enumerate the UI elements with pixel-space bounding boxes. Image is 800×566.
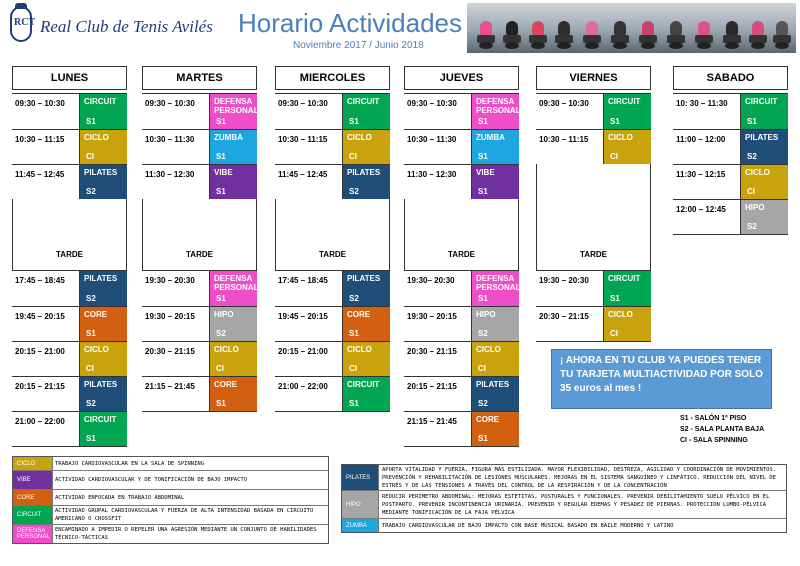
activity-cell	[741, 129, 788, 164]
activity-cell	[80, 270, 127, 306]
activity-room: S1	[216, 294, 226, 303]
time-slot: 09:30 – 10:30	[404, 93, 472, 129]
activity-cell	[604, 129, 651, 164]
activity-room: CI	[86, 152, 94, 161]
activity-cell	[80, 93, 127, 129]
legend-row	[342, 519, 786, 532]
activity-name: CICLO	[476, 345, 501, 354]
activity-name: CORE	[214, 380, 238, 389]
activity-cell	[472, 341, 519, 376]
legend-row	[13, 506, 328, 525]
time-slot: 11:30 – 12:15	[673, 164, 741, 199]
activity-cell	[80, 129, 127, 164]
activity-cell	[472, 164, 519, 199]
activity-cell	[472, 411, 519, 446]
activity-room: S2	[86, 399, 96, 408]
time-slot: 11:45 – 12:45	[12, 164, 80, 199]
activity-name: CIRCUIT	[745, 97, 778, 106]
afternoon-label: TARDE	[56, 250, 83, 259]
day-header: SABADO	[673, 66, 788, 90]
activity-cell	[604, 270, 651, 306]
legend-activity-description: ACTIVIDAD CARDIOVASCULAR Y DE TONIFICACIÓN DE BAJO IMPACTO	[55, 477, 248, 483]
time-slot: 20:30 – 21:15	[142, 341, 210, 376]
legend-activity-name: CIRCUIT	[13, 506, 53, 524]
activity-cell	[80, 411, 127, 446]
time-slot: 19:45 – 20:15	[12, 306, 80, 341]
time-slot: 20:15 – 21:15	[12, 376, 80, 411]
activity-room: CI	[86, 364, 94, 373]
activity-room: S1	[216, 152, 226, 161]
activity-name: ZUMBA	[476, 133, 505, 142]
activity-room: S1	[216, 399, 226, 408]
activity-cell	[210, 93, 257, 129]
bike-icon	[745, 21, 771, 49]
activity-room: S2	[349, 187, 359, 196]
afternoon-label: TARDE	[580, 250, 607, 259]
activity-cell	[210, 376, 257, 411]
activity-room: S1	[349, 399, 359, 408]
activity-room: S2	[86, 187, 96, 196]
rooms-legend	[680, 413, 764, 446]
activity-room: S1	[216, 117, 226, 126]
activity-room: S1	[86, 434, 96, 443]
legend-row	[13, 490, 328, 506]
activity-room: S1	[349, 117, 359, 126]
activity-cell	[343, 129, 390, 164]
activity-room: S2	[478, 399, 488, 408]
activity-room: CI	[349, 152, 357, 161]
time-slot: 17:45 – 18:45	[275, 270, 343, 306]
legend-activity-description: APORTA VITALIDAD Y FUERZA, FIGURA MÁS ESTILIZADA. MAYOR FLEXIBILIDAD, DESTREZA, AGILIDAD Y COORDINACIÓN DE MOVIMIENTOS. PREVENCIÓN Y REHABILITACIÓN DE LESIONES MUSCULARES. MEJORAS EN EL SISTEMA SANGUÍNEO Y LINFÁTICO. REDUCCIÓN DEL NIVEL DE ESTRÉS Y DE LAS TENSIONES A TRAVÉS DEL CONTROL DE LA RESPIRACIÓN Y DE LA CONCENTRACIÓN	[382, 466, 777, 489]
activity-name: ZUMBA	[214, 133, 243, 142]
time-slot: 19:30 – 20:15	[404, 306, 472, 341]
activity-room: S2	[216, 329, 226, 338]
time-slot: 11:30 – 12:30	[142, 164, 210, 199]
activity-room: CI	[216, 364, 224, 373]
page-title: Horario Actividades	[238, 8, 462, 38]
legend-activity-name: ZUMBA	[342, 519, 379, 532]
activity-cell	[80, 164, 127, 199]
time-slot: 10: 30 – 11:30	[673, 93, 741, 129]
legend-row	[13, 457, 328, 471]
activity-cell	[604, 306, 651, 341]
activity-cell	[472, 93, 519, 129]
legend-activity-description: TRABAJO CARDIOVASCULAR DE BAJO IMPACTO CON BASE MUSICAL BASADO EN BAILE MODERNO Y LATINO	[382, 522, 674, 529]
activity-name: CIRCUIT	[84, 415, 117, 424]
promo-text: ¡ AHORA EN TU CLUB YA PUEDES TENER TU TARJETA MULTIACTIVIDAD POR SOLO 35 euros al mes !	[560, 355, 763, 394]
activity-name: CORE	[476, 415, 500, 424]
activity-name: CIRCUIT	[608, 274, 641, 283]
room-ci: CI - SALA SPINNING	[680, 437, 748, 444]
time-slot: 21:00 – 22:00	[12, 411, 80, 446]
time-slot: 20:30 – 21:15	[404, 341, 472, 376]
time-slot: 10:30 – 11:15	[536, 129, 604, 164]
activity-name: DEFENSA PERSONAL	[214, 274, 259, 292]
room-s2: S2 - SALA PLANTA BAJA	[680, 426, 765, 433]
activity-name: PILATES	[347, 274, 381, 283]
time-slot: 21:00 – 22:00	[275, 376, 343, 411]
activity-cell	[472, 306, 519, 341]
day-header: MARTES	[142, 66, 257, 90]
activity-room: S2	[349, 294, 359, 303]
activity-name: PILATES	[84, 380, 118, 389]
activity-room: S2	[86, 294, 96, 303]
time-slot: 20:15 – 21:00	[275, 341, 343, 376]
spinning-class-photo	[467, 3, 796, 53]
activity-cell	[741, 93, 788, 129]
legend-activity-name: HIPO	[342, 491, 379, 518]
activity-cell	[604, 93, 651, 129]
time-slot: 19:30 – 20:30	[536, 270, 604, 306]
activity-name: PILATES	[84, 274, 118, 283]
activity-name: CICLO	[745, 168, 770, 177]
activity-cell	[210, 306, 257, 341]
activity-room: S1	[349, 329, 359, 338]
activity-room: CI	[610, 329, 618, 338]
activity-room: S1	[478, 294, 488, 303]
activity-cell	[472, 376, 519, 411]
bike-icon	[719, 21, 745, 49]
activity-name: PILATES	[745, 133, 779, 142]
activity-cell	[472, 270, 519, 306]
bike-icon	[525, 21, 551, 49]
activity-cell	[343, 93, 390, 129]
activity-cell	[343, 341, 390, 376]
activity-name: CICLO	[608, 133, 633, 142]
club-name: Real Club de Tenis Avilés	[40, 17, 213, 36]
activity-cell	[343, 306, 390, 341]
activity-room: S1	[216, 187, 226, 196]
time-slot: 09:30 – 10:30	[536, 93, 604, 129]
activity-room: S1	[610, 117, 620, 126]
activity-cell	[80, 341, 127, 376]
activity-name: DEFENSA PERSONAL	[214, 97, 259, 115]
bike-icon	[579, 21, 605, 49]
activity-name: HIPO	[476, 310, 496, 319]
activity-room: S1	[478, 187, 488, 196]
activity-legend-left	[12, 456, 329, 544]
activity-room: S1	[86, 329, 96, 338]
time-slot: 19:30– 20:30	[404, 270, 472, 306]
bike-icon	[499, 21, 525, 49]
time-slot: 11:30 – 12:30	[404, 164, 472, 199]
time-slot: 10:30 – 11:15	[275, 129, 343, 164]
activity-name: CICLO	[214, 345, 239, 354]
activity-room: S2	[747, 222, 757, 231]
promo-banner	[551, 349, 772, 409]
legend-row	[342, 465, 786, 491]
activity-name: HIPO	[745, 203, 765, 212]
activity-name: CICLO	[608, 310, 633, 319]
activity-name: VIBE	[476, 168, 495, 177]
activity-room: CI	[478, 364, 486, 373]
activity-cell	[343, 376, 390, 411]
activity-name: CORE	[84, 310, 108, 319]
activity-name: PILATES	[347, 168, 381, 177]
activity-cell	[343, 270, 390, 306]
bike-icon	[551, 21, 577, 49]
activity-name: CORE	[347, 310, 371, 319]
afternoon-label: TARDE	[186, 250, 213, 259]
room-s1: S1 - SALÓN 1º PISO	[680, 415, 747, 422]
activity-name: VIBE	[214, 168, 233, 177]
activity-room: S1	[478, 434, 488, 443]
activity-cell	[343, 164, 390, 199]
page-subtitle: Noviembre 2017 / Junio 2018	[293, 40, 424, 51]
activity-room: S2	[478, 329, 488, 338]
bike-icon	[663, 21, 689, 49]
legend-activity-name: DEFENSA PERSONAL	[13, 525, 53, 543]
activity-cell	[472, 129, 519, 164]
afternoon-label: TARDE	[448, 250, 475, 259]
activity-name: CIRCUIT	[347, 97, 380, 106]
legend-activity-description: ACTIVIDAD ENFOCADA EN TRABAJO ABDOMINAL	[55, 494, 185, 501]
time-slot: 10:30 – 11:30	[142, 129, 210, 164]
activity-room: CI	[349, 364, 357, 373]
activity-room: S1	[747, 117, 757, 126]
activity-room: S1	[86, 117, 96, 126]
activity-cell	[741, 164, 788, 199]
activity-name: CIRCUIT	[608, 97, 641, 106]
activity-name: DEFENSA PERSONAL	[476, 274, 521, 292]
legend-row	[13, 525, 328, 543]
activity-name: CICLO	[347, 345, 372, 354]
time-slot: 19:45 – 20:15	[275, 306, 343, 341]
legend-activity-name: VIBE	[13, 471, 53, 489]
activity-legend-right	[341, 464, 787, 533]
bike-icon	[635, 21, 661, 49]
time-slot: 19:30 – 20:30	[142, 270, 210, 306]
legend-activity-description: ACTIVIDAD GRUPAL CARDIOVASCULAR Y FUERZA DE ALTA INTENSIDAD BASADA EN CIRCUITO AMERICANO O CROSSFIT	[55, 508, 314, 522]
afternoon-label: TARDE	[319, 250, 346, 259]
legend-activity-description: ENCAMINADO A IMPEDIR O REPELER UNA AGRESIÓN MEDIANTE UN CONJUNTO DE HABILIDADES TÉCNICO-TÁCTICAS	[55, 527, 317, 541]
time-slot: 12:00 – 12:45	[673, 199, 741, 234]
activity-name: PILATES	[84, 168, 118, 177]
activity-cell	[210, 341, 257, 376]
activity-cell	[80, 306, 127, 341]
time-slot: 10:30 – 11:30	[404, 129, 472, 164]
legend-activity-name: CORE	[13, 490, 53, 505]
activity-room: S1	[478, 117, 488, 126]
activity-name: CICLO	[347, 133, 372, 142]
activity-room: S2	[747, 152, 757, 161]
time-slot: 20:15 – 21:00	[12, 341, 80, 376]
time-slot: 09:30 – 10:30	[142, 93, 210, 129]
bike-icon	[691, 21, 717, 49]
activity-cell	[210, 129, 257, 164]
activity-cell	[80, 376, 127, 411]
time-slot: 11:45 – 12:45	[275, 164, 343, 199]
bike-icon	[607, 21, 633, 49]
activity-name: PILATES	[476, 380, 510, 389]
activity-room: CI	[610, 152, 618, 161]
legend-activity-name: CICLO	[13, 457, 53, 470]
bike-icon	[769, 21, 795, 49]
activity-room: S1	[610, 294, 620, 303]
time-slot: 09:30 – 10:30	[12, 93, 80, 129]
time-slot: 21:15 – 21:45	[404, 411, 472, 446]
activity-name: CICLO	[84, 133, 109, 142]
bike-icon	[473, 21, 499, 49]
time-slot: 17:45 – 18:45	[12, 270, 80, 306]
day-header: VIERNES	[536, 66, 651, 90]
activity-room: CI	[747, 187, 755, 196]
time-slot: 20:15 – 21:15	[404, 376, 472, 411]
activity-cell	[741, 199, 788, 234]
day-header: LUNES	[12, 66, 127, 90]
legend-row	[13, 471, 328, 490]
day-header: JUEVES	[404, 66, 519, 90]
time-slot: 09:30 – 10:30	[275, 93, 343, 129]
activity-cell	[210, 270, 257, 306]
time-slot: 19:30 – 20:15	[142, 306, 210, 341]
logo-monogram: RCT	[14, 17, 36, 28]
activity-name: HIPO	[214, 310, 234, 319]
time-slot: 21:15 – 21:45	[142, 376, 210, 411]
activity-name: CIRCUIT	[84, 97, 117, 106]
time-slot: 20:30 – 21:15	[536, 306, 604, 341]
day-header: MIERCOLES	[275, 66, 390, 90]
legend-activity-name: PILATES	[342, 465, 379, 490]
time-slot: 10:30 – 11:15	[12, 129, 80, 164]
activity-cell	[210, 164, 257, 199]
activity-room: S1	[478, 152, 488, 161]
time-slot: 11:00 – 12:00	[673, 129, 741, 164]
legend-activity-description: TRABAJO CARDIOVASCULAR EN LA SALA DE SPINNING	[55, 460, 205, 467]
activity-name: DEFENSA PERSONAL	[476, 97, 521, 115]
legend-activity-description: REDUCIR PERIMETRO ABDOMINAL: MEJORAS ESTETITAS, POSTURALES Y FUNCIONALES. PREVENIR DEBILITAMIENTO SUELO PÉLVICO EN EL POSTPARTO. PREVENIR INCONTINENCIA URINARIA. PREVENIR Y REGULAR EDEMAS Y PESADEZ DE PIERNAS. PROTECCION LUMBO-PÉLVICA MEDIANTE TONIFICACIÓN DE LA FAJA PÉLVICA	[382, 493, 770, 516]
activity-name: CICLO	[84, 345, 109, 354]
activity-name: CIRCUIT	[347, 380, 380, 389]
legend-row	[342, 491, 786, 519]
